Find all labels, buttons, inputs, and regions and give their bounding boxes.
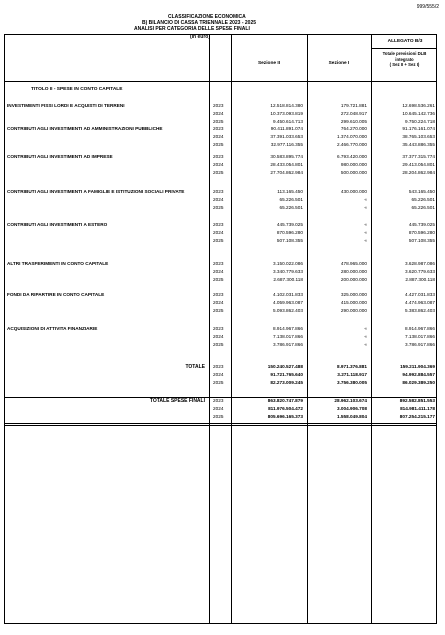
- year-cell: 2023: [213, 326, 224, 331]
- year-cell: 2025: [213, 380, 224, 386]
- sez2-cell: 863.820.747.879: [267, 398, 303, 403]
- sez1-cell: 325.000.000: [340, 292, 367, 297]
- sez1-cell: «: [364, 222, 367, 227]
- sez2-cell: 30.583.895.774: [270, 154, 303, 159]
- sez1-cell: 280.000.000: [340, 269, 367, 275]
- year-cell: 2024: [213, 300, 224, 306]
- tot-cell: 10.645.142.736: [402, 111, 435, 117]
- year-cell: 2023: [213, 154, 224, 159]
- header-line4: (in euro): [190, 34, 210, 40]
- sez1-cell: 272.048.917: [340, 111, 367, 117]
- sez1-cell: «: [364, 326, 367, 331]
- sez1-cell: 1.374.070.000: [337, 134, 367, 140]
- tot-cell: 7.138.017.866: [405, 334, 435, 340]
- sez2-cell: 12.518.814.380: [270, 103, 303, 108]
- sez2-cell: 27.704.862.984: [270, 170, 303, 176]
- sez2-cell: 10.373.093.819: [270, 111, 303, 117]
- sez1-cell: 200.000.000: [340, 277, 367, 283]
- row-label: FONDI DA RIPARTIRE IN CONTO CAPITALE: [7, 292, 105, 297]
- col-head-totale: Totale previsioni DLB integrato ( Sez II + Sez I): [382, 51, 427, 67]
- year-cell: 2025: [213, 277, 224, 283]
- tot-cell: 86.029.389.250: [402, 380, 435, 386]
- sez2-cell: 4.059.963.087: [273, 300, 303, 306]
- sez1-cell: 179.721.881: [340, 103, 367, 108]
- header-line2: B) BILANCIO DI CASSA TRIENNALE 2023 - 2025: [142, 20, 257, 26]
- tot-cell: 807.254.215.177: [399, 414, 435, 420]
- sez1-cell: «: [364, 238, 367, 244]
- sez1-cell: 3.271.118.917: [337, 372, 367, 378]
- tot-cell: 29.413.054.801: [402, 162, 435, 168]
- tot-cell: 3.628.987.086: [405, 261, 435, 266]
- tot-cell: 543.165.450: [408, 189, 435, 194]
- sez2-cell: 91.721.765.640: [270, 372, 303, 378]
- sez1-cell: 980.000.000: [340, 162, 367, 168]
- year-cell: 2023: [213, 261, 224, 266]
- tot-cell: 8.914.967.866: [405, 326, 435, 331]
- sez2-cell: 3.786.917.866: [273, 342, 303, 348]
- tot-cell: 4.427.031.833: [405, 292, 435, 297]
- sez1-cell: 764.270.000: [340, 126, 367, 131]
- sez1-cell: 3.004.906.708: [337, 406, 367, 412]
- sez1-cell: 6.793.420.000: [337, 154, 367, 159]
- sez2-cell: 9.450.614.713: [273, 119, 303, 125]
- year-cell: 2024: [213, 111, 224, 117]
- sez2-cell: 82.273.009.245: [270, 380, 303, 386]
- year-cell: 2025: [213, 238, 224, 244]
- tot-cell: 3.786.917.866: [405, 342, 435, 348]
- sez1-cell: «: [364, 334, 367, 340]
- sez2-cell: 8.914.967.866: [273, 326, 303, 331]
- tot-cell: 4.474.963.087: [405, 300, 435, 306]
- budget-table: [4, 34, 437, 624]
- tot-cell: 507.108.355: [408, 238, 435, 244]
- year-cell: 2025: [213, 342, 224, 348]
- sez1-cell: «: [364, 205, 367, 211]
- row-label: CONTRIBUTI AGLI INVESTIMENTI A FAMIGLIE E ISTITUZIONI SOCIALI PRIVATE: [7, 189, 185, 194]
- tot-cell: 91.176.161.074: [402, 126, 435, 131]
- tot-cell: 65.226.501: [411, 205, 435, 211]
- tot-cell: 870.596.280: [408, 230, 435, 236]
- sez2-cell: 507.108.355: [276, 238, 303, 244]
- tot-cell: 38.765.103.653: [402, 134, 435, 140]
- sez2-cell: 113.165.450: [277, 189, 303, 194]
- sez2-cell: 65.226.501: [279, 197, 303, 203]
- sez2-cell: 90.411.891.074: [270, 126, 303, 131]
- col-head-sezione-ii: Sezione II: [257, 61, 281, 66]
- sez1-cell: 290.000.000: [340, 308, 367, 314]
- tot-cell: 65.226.501: [411, 197, 435, 203]
- year-cell: 2023: [213, 364, 224, 369]
- tot-cell: 892.582.851.553: [399, 398, 435, 403]
- year-cell: 2023: [213, 292, 224, 297]
- sez1-cell: «: [364, 197, 367, 203]
- row-label: ACQUISIZIONI DI ATTIVITA FINANZIARIE: [7, 326, 98, 331]
- year-cell: 2023: [213, 126, 224, 131]
- tot-cell: 9.750.224.718: [405, 119, 435, 125]
- sez1-cell: 430.000.000: [340, 189, 367, 194]
- sez1-cell: 28.962.103.674: [334, 398, 367, 403]
- year-cell: 2024: [213, 269, 224, 275]
- year-cell: 2024: [213, 162, 224, 168]
- tot-cell: 814.981.411.178: [400, 406, 435, 412]
- sez1-cell: 299.610.005: [340, 119, 367, 125]
- sez2-cell: 805.696.165.373: [267, 414, 303, 420]
- total-label: TOTALE SPESE FINALI: [149, 398, 205, 404]
- year-cell: 2024: [213, 197, 224, 203]
- sez2-cell: 65.226.501: [279, 205, 303, 211]
- year-cell: 2024: [213, 372, 224, 378]
- tot-cell: 445.739.025: [408, 222, 435, 227]
- sez1-cell: 478.965.000: [340, 261, 367, 266]
- sez2-cell: 5.093.862.403: [273, 308, 303, 314]
- col-head-sezione-i: Sezione I: [328, 61, 350, 66]
- sez2-cell: 445.739.025: [276, 222, 303, 227]
- tot-cell: 28.204.862.984: [402, 170, 435, 176]
- year-cell: 2025: [213, 170, 224, 176]
- year-cell: 2025: [213, 414, 224, 420]
- tot-cell: 159.211.904.369: [400, 364, 435, 369]
- sez1-cell: 2.466.770.000: [337, 142, 367, 148]
- sez2-cell: 37.391.033.653: [270, 134, 303, 140]
- row-label: CONTRIBUTI AGLI INVESTIMENTI AD IMPRESE: [7, 154, 113, 159]
- header-line1: CLASSIFICAZIONE ECONOMICA: [168, 14, 246, 20]
- allegato-label: ALLEGATO B/3: [387, 39, 423, 44]
- tot-cell: 5.383.862.403: [405, 308, 435, 314]
- total-label: TOTALE: [185, 364, 205, 370]
- tot-cell: 37.377.315.774: [402, 154, 435, 159]
- sez2-cell: 7.138.017.866: [273, 334, 303, 340]
- sez2-cell: 811.976.504.472: [268, 406, 303, 412]
- year-cell: 2023: [213, 103, 224, 108]
- year-cell: 2025: [213, 119, 224, 125]
- year-cell: 2023: [213, 222, 224, 227]
- year-cell: 2024: [213, 134, 224, 140]
- sez1-cell: 415.000.000: [340, 300, 367, 306]
- sez2-cell: 32.977.116.355: [270, 142, 303, 148]
- sez1-cell: 1.558.049.804: [337, 414, 367, 420]
- tot-cell: 2.887.300.118: [405, 277, 435, 283]
- row-label: CONTRIBUTI AGLI INVESTIMENTI AD AMMINISTRAZIONI PUBBLICHE: [7, 126, 163, 131]
- header-line3: ANALISI PER CATEGORIA DELLE SPESE FINALI: [134, 26, 250, 32]
- sez1-cell: 8.971.376.881: [337, 364, 367, 369]
- page-code: 999/555/2: [416, 4, 439, 10]
- year-cell: 2023: [213, 189, 224, 194]
- sez2-cell: 870.596.280: [276, 230, 303, 236]
- sez2-cell: 4.102.031.833: [273, 292, 303, 297]
- year-cell: 2025: [213, 308, 224, 314]
- row-label: ALTRI TRASFERIMENTI IN CONTO CAPITALE: [7, 261, 109, 266]
- year-cell: 2025: [213, 142, 224, 148]
- tot-cell: 3.620.779.633: [405, 269, 435, 275]
- sez2-cell: 150.240.527.488: [267, 364, 303, 369]
- tot-cell: 94.992.884.557: [402, 372, 435, 378]
- year-cell: 2023: [213, 398, 224, 403]
- section-title: TITOLO II - SPESE IN CONTO CAPITALE: [31, 87, 123, 92]
- row-label: CONTRIBUTI AGLI INVESTIMENTI A ESTERO: [7, 222, 108, 227]
- sez2-cell: 3.340.779.633: [273, 269, 303, 275]
- sez1-cell: 3.756.380.005: [337, 380, 367, 386]
- tot-cell: 12.698.536.261: [402, 103, 435, 108]
- year-cell: 2024: [213, 406, 224, 412]
- year-cell: 2025: [213, 205, 224, 211]
- sez1-cell: 500.000.000: [340, 170, 367, 176]
- row-label: INVESTIMENTI FISSI LORDI E ACQUISTI DI TERRENI: [7, 103, 125, 108]
- year-cell: 2024: [213, 334, 224, 340]
- sez2-cell: 28.433.054.801: [270, 162, 303, 168]
- sez1-cell: «: [364, 342, 367, 348]
- sez2-cell: 2.687.300.118: [273, 277, 303, 283]
- year-cell: 2024: [213, 230, 224, 236]
- sez2-cell: 3.150.022.086: [273, 261, 303, 266]
- tot-cell: 35.443.886.355: [402, 142, 435, 148]
- sez1-cell: «: [364, 230, 367, 236]
